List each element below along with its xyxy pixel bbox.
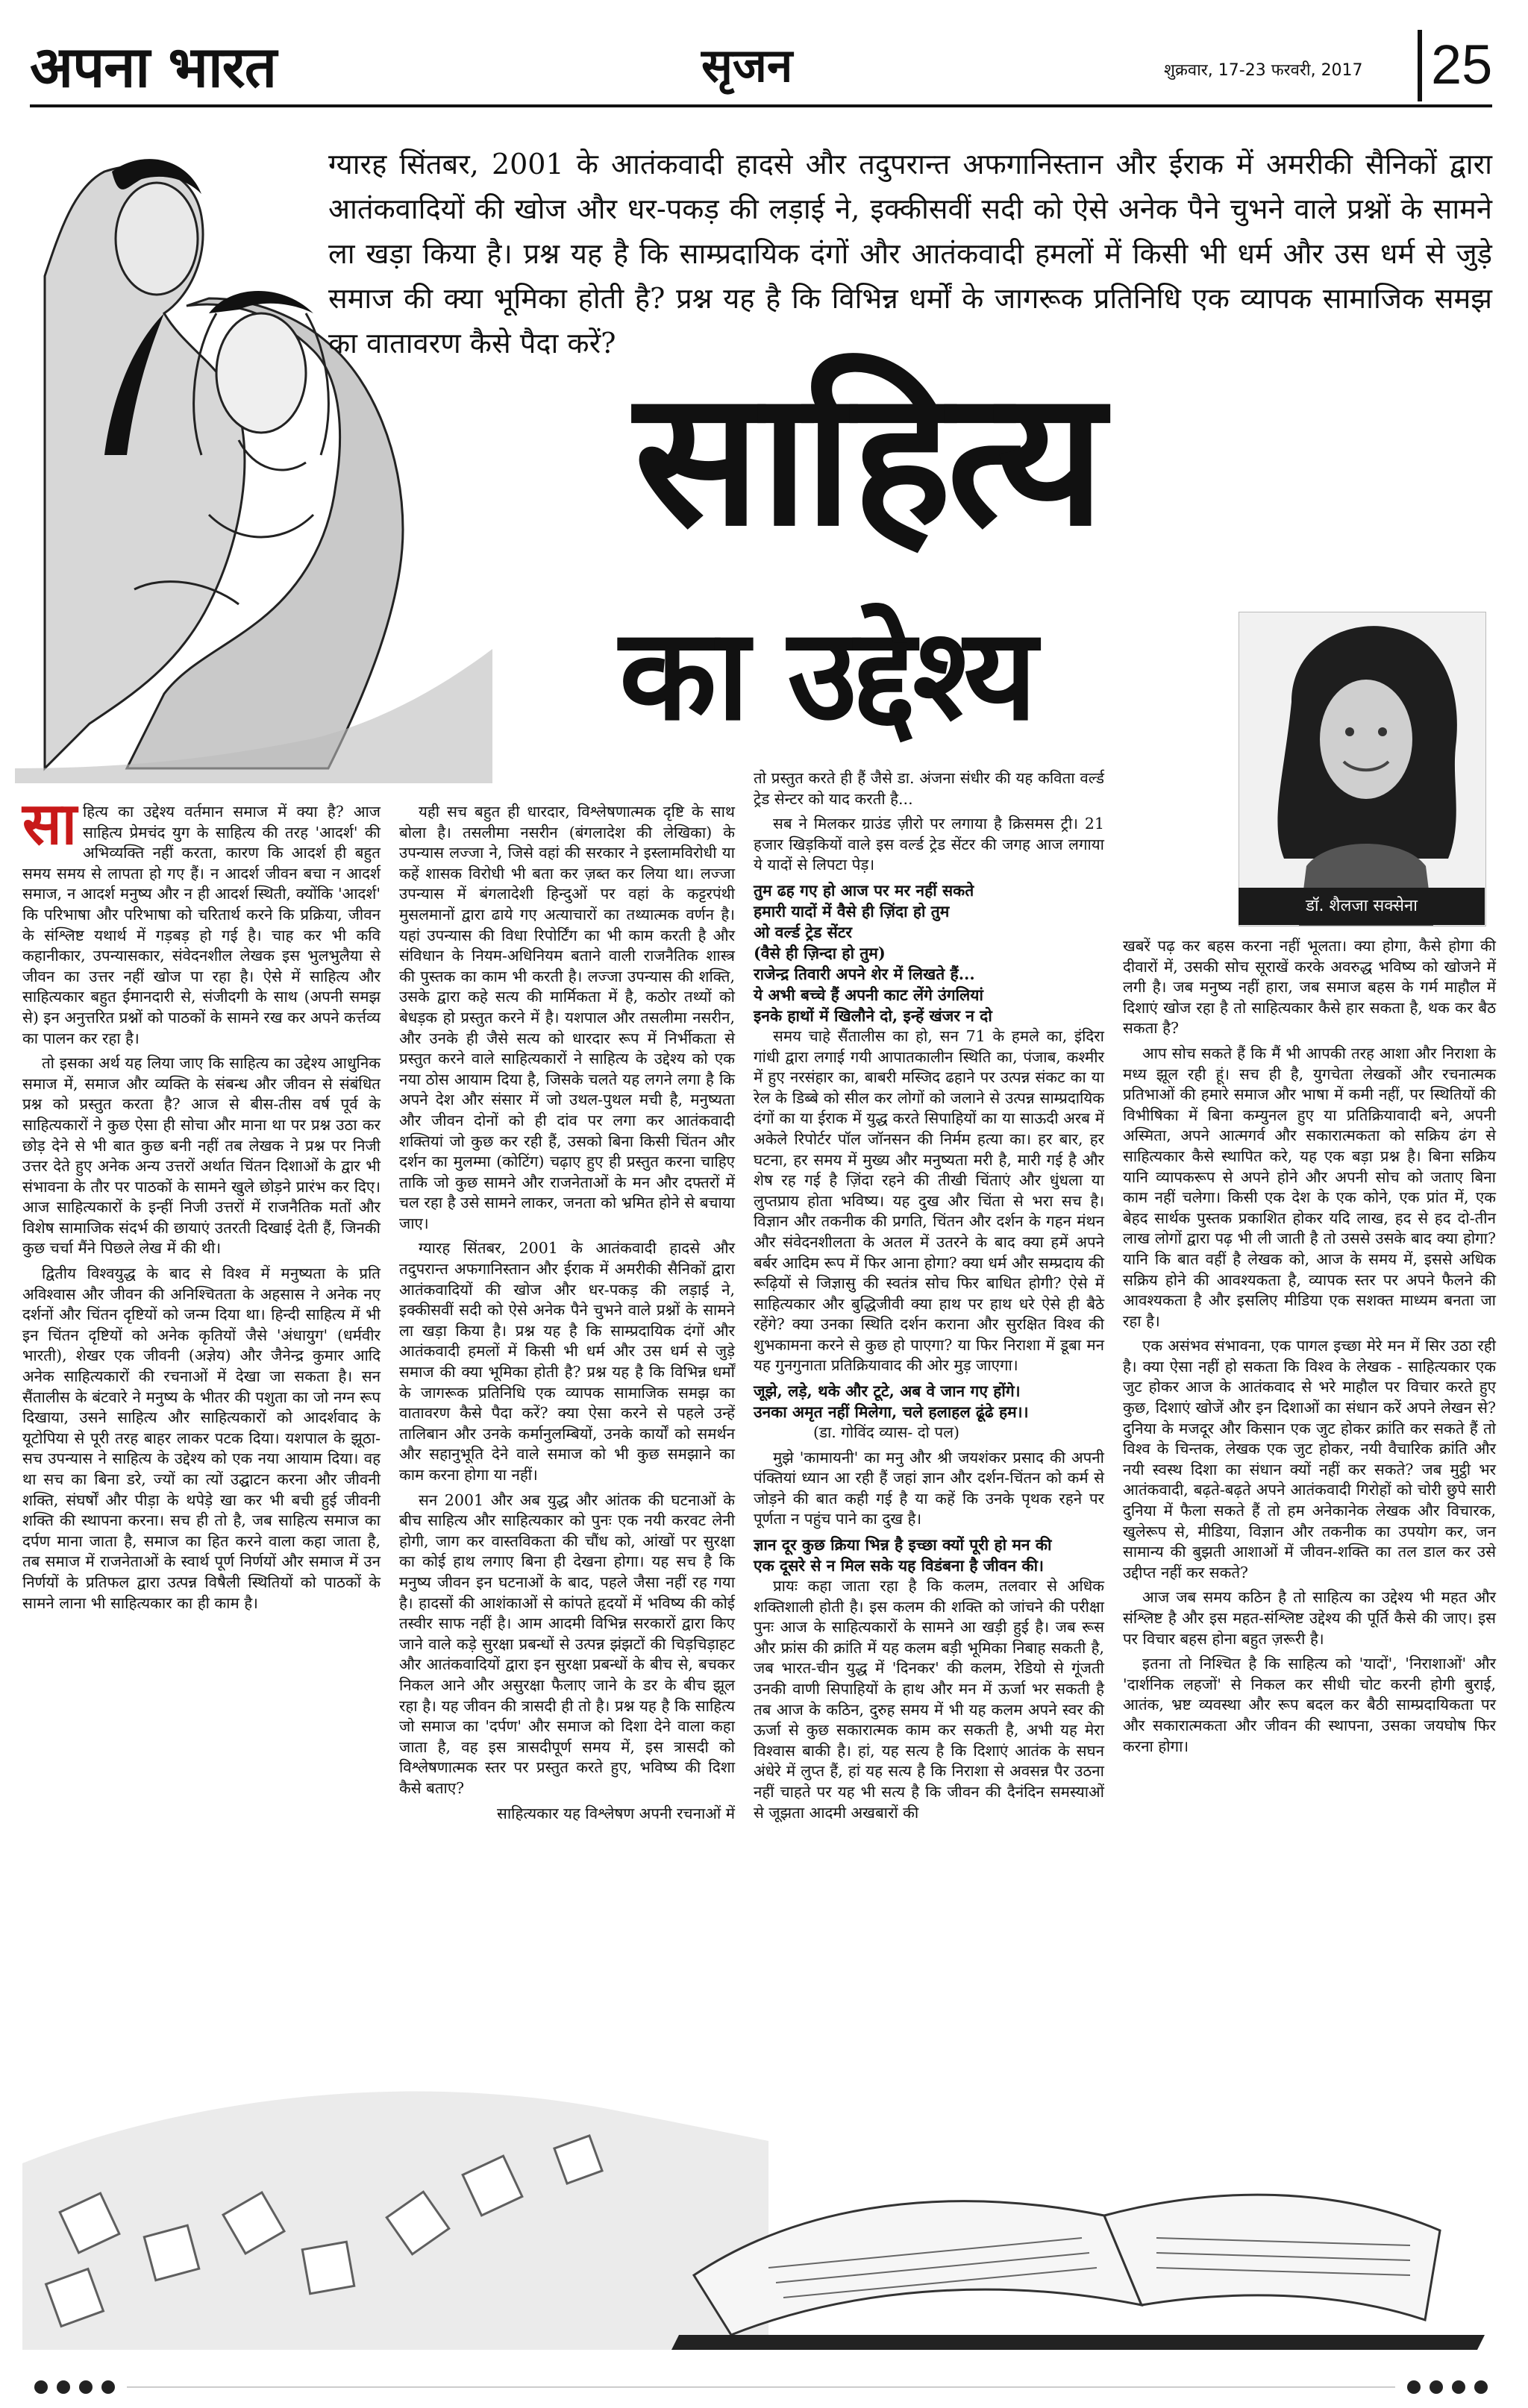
drop-cap: सा <box>22 790 77 858</box>
poem-line: उनका अमृत नहीं मिलेगा, चले हलाहल ढूंढे हम।। <box>754 1402 1029 1422</box>
paragraph: सन 2001 और अब युद्ध और आंतक की घटनाओं के बीच साहित्य और साहित्यकार को पुनः एक नयी करवट लेनी होगी, जाग कर वास्तविकता की चौंध को, आंखों पर सुरक्षा का कोई हाथ लगाए बिना ही देखना होगा। यह सच है कि मनुष्य जीवन इन घटनाओं के बाद, पहले जैसा नहीं रह गया है। हादसों की आशंकाओं से कांपते हृदयों में भविष्य की कोई तस्वीर साफ नहीं है। आम आदमी विभिन्न सरकारों द्वारा किए जाने वाले कड़े सुरक्षा प्रबन्धों से उत्पन्न झंझटों की चिड़चिड़ाहट और आतंकवादियों द्वारा इन सुरक्षा प्रबन्धों के बीच से, बचकर निकल आने और असुरक्षा फैलाए जाने के डर के बीच झूल रहा है। यह जीवन की त्रासदी ही तो है। प्रश्न यह है कि साहित्य जो समाज का 'दर्पण' और समाज को दिशा देने वाला कहा जाता है, वह इस त्रासदीपूर्ण समय में, इस त्रासदी को विश्लेषणात्मक स्तर पर प्रस्तुत करते हुए, भविष्य की दिशा कैसे बताए? <box>399 1490 735 1797</box>
paragraph: सब ने मिलकर ग्राउंड ज़ीरो पर लगाया है क्रिसमस ट्री। 21 हजार खिड़कियों वाले इस वर्ल्ड ट्रेड सेंटर की जगह आज लगाया ये यादों से लिपटा पेड़। <box>754 815 1104 874</box>
paragraph: मुझे 'कामायनी' का मनु और श्री जयशंकर प्रसाद की अपनी पंक्तियां ध्यान आ रही हैं जहां ज्ञान और दर्शन-चिंतन को कर्म से जोड़ने की बात कही गई है या कहें कि उनके पृथक रहने पर पूर्णता न पहुंच पाने का दुख है। <box>754 1448 1104 1528</box>
paragraph: एक असंभव संभावना, एक पागल इच्छा मेरे मन में सिर उठा रही है। क्या ऐसा नहीं हो सकता कि विश्व के लेखक - साहित्यकार एक जुट होकर आज के आतंकवाद से भरे माहौल पर विचार करते हुए कुछ, दिशाएं खोजें और इन दिशाओं का संधान करें अपने लेखन से? दुनिया के मजदूर और किसान एक जुट होकर क्रांति कर सकते हैं तो विश्व के चिन्तक, लेखक एक जुट होकर, नयी वैचारिक क्रांति और नयी स्वस्थ दिशा का संधान क्यों नहीं कर सकते? जब मुट्ठी भर आतंकवादी, बढ़ते-बढ़ते अपने आतंकवादी गिरोहों को चोरी छुपे सारी दुनिया में फैला सकते हैं तो हम अनेकानेक लेखक और विचारक, खुलेरूप से, मीडिया, विज्ञान और तकनीक का उपयोग कर, जन सामान्य की बुझती आशाओं में जीवन-शक्ति का तल डाल कर उसे उद्दीप्त नहीं कर सकते? <box>1123 1337 1496 1581</box>
page-number: 25 <box>1431 34 1493 95</box>
paragraph: आप सोच सकते हैं कि मैं भी आपकी तरह आशा और निराशा के मध्य झूल रही हूं। सच ही है, युगचेता लेखकों और रचनात्मक प्रतिभाओं की हमारे समाज और भाषा में कमी नहीं, पर स्थितियों की विभीषिका में बिना कम्युनल हुए या प्रतिक्रियावादी बने, अपनी अस्मिता, अपने आत्मगर्व और सकारात्मकता को सक्रिय ढंग से साहित्यकार कैसे स्थापित करे, यह एक बड़ा प्रश्न है। बिना सक्रिय यानि व्यापकरूप से अपने होने और अपनी सोच को जताए बिना काम नहीं चलेगा। किसी एक देश के एक कोने, एक प्रांत में, एक बेहद सार्थक पुस्तक प्रकाशित होकर यदि लाख, हद से हद दो-तीन लाख लोगों द्वारा पढ़ भी ली जाती है तो उससे उसके बाद क्या होगा? यानि कि बात वहीं है लेखक को, आज के समय में, इससे अधिक सक्रिय होने की आवश्यकता है, व्यापक स्तर पर अपने फैलने की आवश्यकता है और इसलिए मीडिया एक सशक्त माध्यम बनता जा रहा है। <box>1123 1044 1496 1330</box>
paragraph: हित्य का उद्देश्य वर्तमान समाज में क्या है? आज साहित्य प्रेमचंद युग के साहित्य की तरह 'आदर्श' की अभिव्यक्ति नहीं करता, कारण कि आदर्श ही बहुत समय समय से लापता हो गए हैं। न आदर्श जीवन बचा न आदर्श समाज, न आदर्श मनुष्य और न ही आदर्श स्थिती, क्योंकि 'आदर्श' कि परिभाषा और परिभाषा को चरितार्थ करने कि प्रक्रिया, जीवन के संश्लिष्ट यथार्थ में गड़बड़ हो गई है। चाह कर भी कवि कहानीकार, उपन्यासकार, संवेदनशील लेखक इस भुलभुलैया से जीवन का उत्तर नहीं खोज पा रहा है। ऐसे में साहित्य और साहित्यकार बहुत ईमानदारी से, संजीदगी के साथ (अपनी समझ से) इन अनुत्तरित प्रश्नों को पाठकों के सामने रख कर अपने कर्त्तव्य का पालन कर रहा है। <box>22 803 381 1047</box>
poem-line: तुम ढह गए हो आज पर मर नहीं सकते <box>754 880 974 900</box>
poem-block <box>754 1534 1104 1576</box>
article-column-2 <box>399 802 735 1828</box>
paragraph: खबरें पढ़ कर बहस करना नहीं भूलता। क्या होगा, कैसे होगा की दीवारों में, उसकी सोच सूराखें करके अवरुद्ध भविष्य को खोजने में लगी है। जब मनुष्य नहीं हारा, जब समाज बहस के गर्म माहौल में दिशाएं खोज रहा है तो साहित्यकार कैसे हार सकता है, थक कर बैठ सकता है? <box>1123 937 1496 1038</box>
paragraph: ग्यारह सिंतबर, 2001 के आतंकवादी हादसे और तदुपरान्त अफगानिस्तान और ईराक में अमरीकी सैनिकों द्वारा आतंकवादियों की खोज और धर-पकड़ की लड़ाई ने, इक्कीसवीं सदी को ऐसे अनेक पैने चुभने वाले प्रश्नों के सामने ला खड़ा किया है। प्रश्न यह है कि साम्प्रदायिक दंगों और आतंकवादी हमलों में किसी भी धर्म और उस धर्म से जुड़े समाज की क्या भूमिका होती है? प्रश्न यह है कि विभिन्न धर्मों के जागरूक प्रतिनिधि एक व्यापक सामाजिक समझ का वातावरण कैसे पैदा करें? क्या ऐसा करने से पहले उन्हें तालिबान और उनके कर्मानुलम्बियों, उनके कार्यों को समर्थन और सहानुभूति देने वाले समाज को भी कुछ समझाने का काम करना होगा या नहीं। <box>399 1239 735 1484</box>
poem-line: इनके हाथों में खिलौने दो, इन्हें खंजर न दो <box>754 1006 992 1025</box>
section-title: सृजन <box>701 38 793 93</box>
poem-line: हमारी यादों में वैसे ही ज़िंदा हो तुम <box>754 901 950 921</box>
paragraph: यही सच बहुत ही धारदार, विश्लेषणात्मक दृष्टि के साथ बोला है। तसलीमा नसरीन (बंगलादेश की लेखिका) के उपन्यास लज्जा ने, जिसे वहां की सरकार ने इस्लामविरोधी या कहें शासक विरोधी भी बता कर ज़ब्त कर लिया था। लज्जा उपन्यास में बंगलादेशी हिन्दुओं पर वहां के कट्टरपंथी मुसलमानों द्वारा ढाये गए अत्याचारों का तथ्यात्मक वर्णन है। यहां उपन्यास की विधा रिपोर्टिंग का भी काम करती है और संविधान के नियम-अधिनियम बताने वाली राजनैतिक शास्त्र की पुस्तक का काम भी करती है। लज्जा उपन्यास की शक्ति, उसके द्वारा कहे सत्य की मार्मिकता में है, कठोर तथ्यों को बेधड़क हो प्रस्तुत करने में है। यशपाल और तसलीमा नसरीन, और उनके ही जैसे सत्य को धारदार रूप में निर्भीकता से प्रस्तुत करने वाले साहित्यकारों ने साहित्य के उद्देश्य को एक नया ठोस आयाम दिया है, जिसके चलते यह लगने लगा है कि अपने देश और संसार में जो उथल-पुथल मची है, मनुष्यता और जीवन दोनों को ही दांव पर लगा कर आतंकवादी शक्तियां जो कुछ कर रही हैं, उसको बिना किसी चिंतन और दर्शन का मुलम्मा (कोटिंग) चढ़ाए हुए ही प्रस्तुत करना चाहिए ताकि जो कुछ सामने और राजनेताओं के मन और दफ्तरों में चल रहा है उसे सामने लाकर, जनता को भ्रमित होने से बचाया जाए। <box>399 803 735 1232</box>
poem-line: (वैसे ही ज़िन्दा हो तुम) <box>754 943 886 962</box>
poem-line: ये अभी बच्चे हैं अपनी काट लेंगे उंगलियां <box>754 985 983 1004</box>
article-column-4 <box>1123 936 1496 1761</box>
poem-line: जूझे, लड़े, थके और टूटे, अब वे जान गए होंगे। <box>754 1382 1021 1401</box>
paragraph: इतना तो निश्चित है कि साहित्य को 'यादों', 'निराशाओं' और 'दार्शनिक लहजों' से निकल कर सीधी चोट करनी होगी बुराई, आतंक, भ्रष्ट व्यवस्था और रूप बदल कर बैठी साम्प्रदायिकता पर और सकारात्मकता और जीवन की स्थापना, उसका जयघोष फिर करना होगा। <box>1123 1655 1496 1755</box>
poem-line: राजेन्द्र तिवारी अपने शेर में लिखते हैं... <box>754 964 975 983</box>
poem-block <box>754 880 1104 1026</box>
headline-sub: का उद्देश्य <box>619 601 1035 749</box>
paragraph: आज जब समय कठिन है तो साहित्य का उद्देश्य भी महत और संश्लिष्ट है और इस महत-संश्लिष्ट उद्देश्य की पूर्ति कैसे की जाए। इस पर विचार बहस होना बहुत ज़रूरी है। <box>1123 1588 1496 1648</box>
paragraph: तो इसका अर्थ यह लिया जाए कि साहित्य का उद्देश्य आधुनिक समाज में, समाज और व्यक्ति के संबन्ध और जीवन से संबंधित प्रश्न को प्रस्तुत करता है? आज से बीस-तीस वर्ष पूर्व के साहित्यकारों ने कुछ ऐसा ही सोचा और माना था पर प्रश्न उठा कर छोड़ देने से भी बात कुछ बनी नहीं तब लेखक ने प्रश्न पर निजी उत्तर देते हुए अनेक अन्य उत्तरों अर्थात चिंतन दिशाओं के द्वार भी संभावना के तौर पर पाठकों के सामने खुले छोड़ने प्रारंभ कर दिए। आज साहित्यकारों के इन्हीं निजी उत्तरों में राजनैतिक मतों और विशेष सामाजिक संदर्भ की छायाएं उतरती दिखाई देती हैं, जिनकी कुछ चर्चा मैंने पिछले लेख में की थी। <box>22 1054 381 1258</box>
footer-dots <box>30 2376 1492 2398</box>
paragraph: द्वितीय विश्वयुद्ध के बाद से विश्व में मनुष्यता के प्रति अविश्वास और जीवन की अनिश्चितता के अहसास ने अनेक नए दर्शनों और चिंतन दृष्टियों को जन्म दिया था। हिन्दी साहित्य में भी इन चिंतन दृष्टियों को अनेक कृतियों जैसे 'अंधायुग' (धर्मवीर भारती), शेखर एक जीवनी (अज्ञेय) और जैनेन्द्र कुमार आदि अनेक साहित्यकारों की रचनाओं में देखा जा सकता है। सन सैंतालीस के बंटवारे ने मनुष्य के भीतर की पशुता का जो नग्न रूप दिखाया, उसने साहित्य और साहित्यकारों को आदर्शवाद के यूटोपिया से पूरी तरह बाहर लाकर पटक दिया। यशपाल के झूठा-सच उपन्यास ने साहित्य के उद्देश्य को एक नया आयाम दिया। वह था सच का बिना डरे, ज्यों का त्यों उद्घाटन करना और जीवनी शक्ति, संघर्षों और पीड़ा के थपेड़े खा कर भी बची हुई जीवनी शक्ति की स्थापना करना। सच ही तो है, जब साहित्य समाज का दर्पण माना जाता है, समाज का हित करने वाला कहा जाता है, तब समाज में राजनेताओं के स्वार्थ पूर्ण निर्णयों और समाज में उन निर्णयों के प्रतिफल द्वारा उत्पन्न विषैली स्थितियों को पाठकों के सामने लाना भी साहित्यकार का ही काम है। <box>22 1264 381 1612</box>
paragraph: समय चाहे सैंतालीस का हो, सन 71 के हमले का, इंदिरा गांधी द्वारा लगाई गयी आपातकालीन स्थिति का, पंजाब, कश्मीर में हुए नरसंहार का, बाबरी मस्जिद ढहाने पर उत्पन्न संकट का या रेल के डिब्बे को सील कर लोगों को जलाने से उत्पन्न साम्प्रदायिक दंगों का या ईराक में युद्ध करते सिपाहियों का या साऊदी अरब में अकेले रिपोर्टर पॉल जॉनसन की निर्मम हत्या का। हर बार, हर घटना, हर समय में मुख्य और मनुष्यता मरी है, मारी गई है और शेष रह गई है ज़िंदा रहने की तीखी चिंताएं और धुंधला या लुप्तप्राय होता भविष्य। यह दुख और चिंता से भरा सच है। विज्ञान और तकनीक की प्रगति, चिंतन और दर्शन के गहन मंथन और संवेदनशीलता के अतल में उतरने के बाद क्या हमें अपने बर्बर आदिम रूप में फिर आना होगा? क्या धर्म और सम्प्रदाय की रूढ़ियों से जिज्ञासु की स्वतंत्र सोच फिर बाधित होगी? ऐसे में साहित्यकार और बुद्धिजीवी क्या हाथ पर हाथ धरे ऐसे ही बैठे रहेंगे? क्या उनका स्थिति दर्शन कराना और सुरक्षित विश्व की शुभकामना करने से कुछ हो पाएगा? या फिर निराशा में डूबा मन यह गुनगुनाता प्रतिक्रियावाद की ओर मुड़ जाएगा। <box>754 1026 1104 1375</box>
headline-main: साहित्य <box>634 350 1100 567</box>
paragraph: साहित्यकार यह विश्लेषण अपनी रचनाओं में <box>496 1804 735 1822</box>
paragraph: तो प्रस्तुत करते ही हैं जैसे डा. अंजना संधीर की यह कविता वर्ल्ड ट्रेड सेन्टर को याद करती है... <box>754 769 1104 808</box>
poem-credit: (डा. गोविंद व्यास- दो पल) <box>813 1423 960 1442</box>
poem-line: एक दूसरे से न मिल सके यह विडंबना है जीवन की। <box>754 1556 1044 1575</box>
article-column-1 <box>22 790 381 1618</box>
article-column-3 <box>754 768 1104 1828</box>
poem-block <box>754 1381 1104 1423</box>
paragraph: प्रायः कहा जाता रहा है कि कलम, तलवार से अधिक शक्तिशाली होती है। इस कलम की शक्ति को जांचने की परीक्षा पुनः आज के साहित्यकारों के सामने आ खड़ी हुई है। जब रूस और फ्रांस की क्रांति में यह कलम बड़ी भूमिका निबाह सकती है, जब भारत-चीन युद्ध में 'दिनकर' की कलम, रेडियो से गूंजती उनकी वाणी सिपाहियों के हाथ और मन में ऊर्जा भर सकती है तब आज के कठिन, दुरुह समय में भी यह कलम अपने स्वर की ऊर्जा से कुछ सकारात्मक काम कर सकती है, अभी यह मेरा विश्वास बाकी है। हां, यह सत्य है कि दिशाएं आतंक के सघन अंधेरे में लुप्त हैं, हां यह सत्य है कि निराशा से अवसन्न पैर उठना नहीं चाहते पर यह भी सत्य है कि जीवन की दैनंदिन समस्याओं से जूझता आदमी अखबारों की <box>754 1577 1104 1822</box>
intro-paragraph: ग्यारह सिंतबर, 2001 के आतंकवादी हादसे और तदुपरान्त अफगानिस्तान और ईराक में अमरीकी सैनिकों द्वारा आतंकवादियों की खोज और धर-पकड़ की लड़ाई ने, इक्कीसवीं सदी को ऐसे अनेक पैने चुभने वाले प्रश्नों के सामने ला खड़ा किया है। प्रश्न यह है कि साम्प्रदायिक दंगों और आतंकवादी हमलों में किसी भी धर्म और उस धर्म से जुड़े समाज की क्या भूमिका होती है? प्रश्न यह है कि विभिन्न धर्मों के जागरूक प्रतिनिधि एक व्यापक सामाजिक समझ का वातावरण कैसे पैदा करें? <box>328 148 1492 360</box>
issue-date: शुक्रवार, 17-23 फरवरी, 2017 <box>1164 61 1363 80</box>
poem-line: ओ वर्ल्ड ट्रेड सेंटर <box>754 922 853 941</box>
open-book-illustration <box>22 1917 1507 2350</box>
author-caption: डॉ. शैलजा सक्सेना <box>1239 888 1485 925</box>
author-photo <box>1239 612 1486 926</box>
poem-line: ज्ञान दूर कुछ क्रिया भिन्न है इच्छा क्यों पूरी हो मन की <box>754 1535 1052 1555</box>
newspaper-brand: अपना भारत <box>30 34 277 100</box>
